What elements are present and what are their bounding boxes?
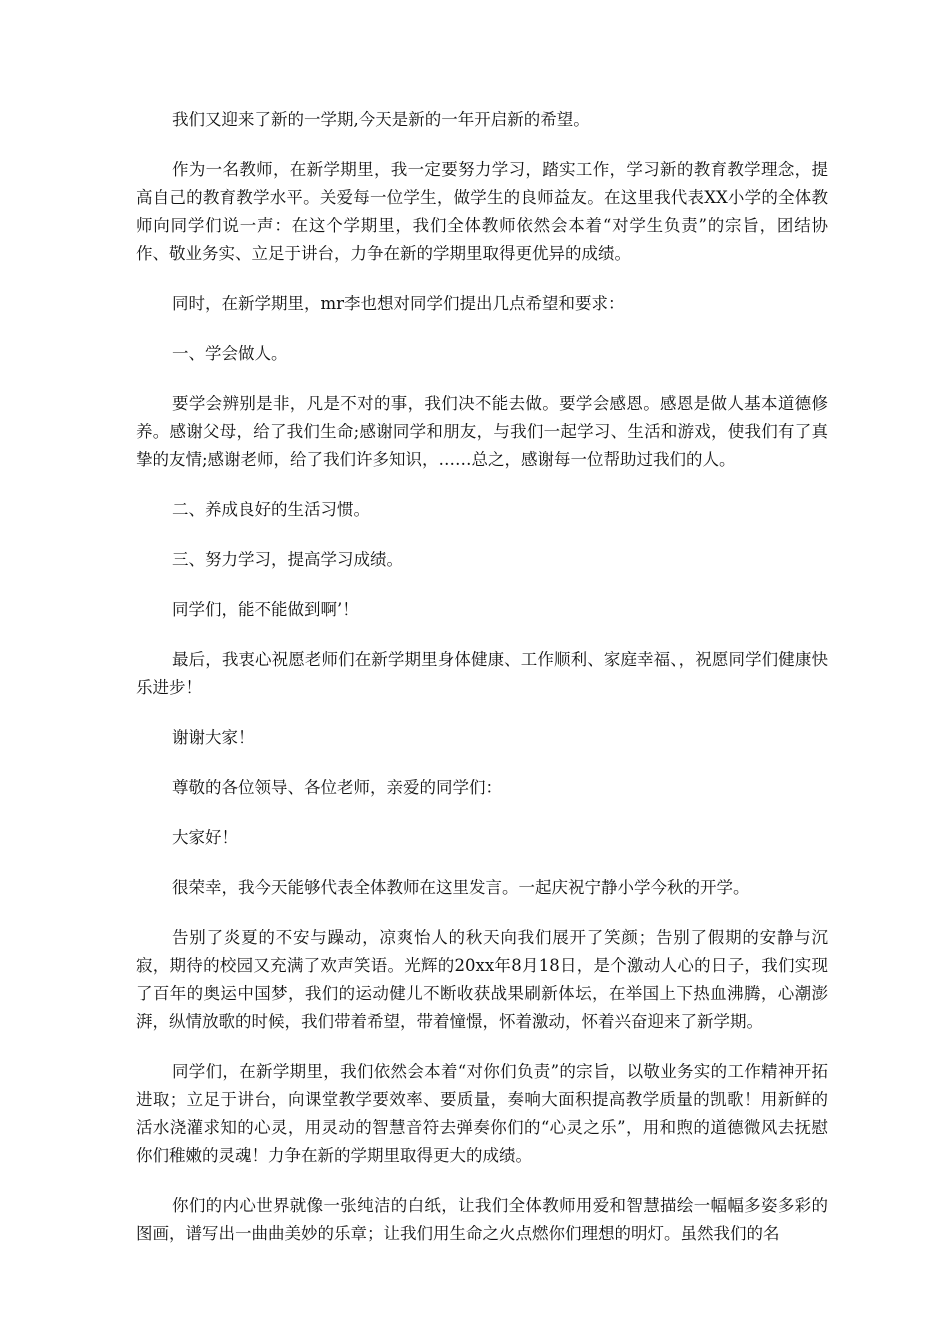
heading-item-3: 三、努力学习，提高学习成绩。 (172, 550, 403, 569)
heading-item-1: 一、学会做人。 (172, 344, 288, 363)
heading-item-2: 二、养成良好的生活习惯。 (172, 500, 370, 519)
paragraph-6: 最后，我衷心祝愿老师们在新学期里身体健康、工作顺利、家庭幸福、，祝愿同学们健康快乐进步！ (136, 650, 828, 697)
paragraph-7: 谢谢大家！ (172, 728, 255, 747)
paragraph-13: 你们的内心世界就像一张纯洁的白纸，让我们全体教师用爱和智慧描绘一幅幅多姿多彩的图画，谱写出一曲曲美妙的乐章；让我们用生命之火点燃你们理想的明灯。虽然我们的名 (136, 1196, 828, 1243)
paragraph-2: 作为一名教师，在新学期里，我一定要努力学习，踏实工作，学习新的教育教学理念，提高自己的教育教学水平。关爱每一位学生，做学生的良师益友。在这里我代表XX小学的全体教师向同学们说一声：在这个学期里，我们全体教师依然会本着“对学生负责”的宗旨，团结协作、敬业务实、立足于讲台，力争在新的学期里取得更优异的成绩。 (136, 160, 828, 263)
paragraph-11: 告别了炎夏的不安与躁动，凉爽怡人的秋天向我们展开了笑颜；告别了假期的安静与沉寂，期待的校园又充满了欢声笑语。光辉的20xx年8月18日，是个激动人心的日子，我们实现了百年的奥运中国梦，我们的运动健儿不断收获战果刷新体坛，在举国上下热血沸腾，心潮澎湃，纵情放歌的时候，我们带着希望，带着憧憬，怀着激动，怀着兴奋迎来了新学期。 (136, 928, 828, 1031)
paragraph-5: 同学们，能不能做到啊’！ (172, 600, 359, 619)
paragraph-3: 同时，在新学期里，mr李也想对同学们提出几点希望和要求： (172, 294, 625, 313)
document-page (136, 106, 828, 1270)
paragraph-9: 大家好！ (172, 828, 238, 847)
paragraph-4: 要学会辨别是非，凡是不对的事，我们决不能去做。要学会感恩。感恩是做人基本道德修养。感谢父母，给了我们生命;感谢同学和朋友，与我们一起学习、生活和游戏，使我们有了真挚的友情;感谢老师，给了我们许多知识，……总之，感谢每一位帮助过我们的人。 (136, 394, 828, 469)
paragraph-8: 尊敬的各位领导、各位老师，亲爱的同学们： (172, 778, 502, 797)
paragraph-1: 我们又迎来了新的一学期,今天是新的一年开启新的希望。 (172, 110, 590, 129)
paragraph-10: 很荣幸，我今天能够代表全体教师在这里发言。一起庆祝宁静小学今秋的开学。 (172, 878, 750, 897)
paragraph-12: 同学们，在新学期里，我们依然会本着“对你们负责”的宗旨，以敬业务实的工作精神开拓进取；立足于讲台，向课堂教学要效率、要质量，奏响大面积提高教学质量的凯歌！用新鲜的活水浇灌求知的心灵，用灵动的智慧音符去弹奏你们的“心灵之乐”，用和煦的道德微风去抚慰你们稚嫩的灵魂！力争在新的学期里取得更大的成绩。 (136, 1062, 828, 1165)
